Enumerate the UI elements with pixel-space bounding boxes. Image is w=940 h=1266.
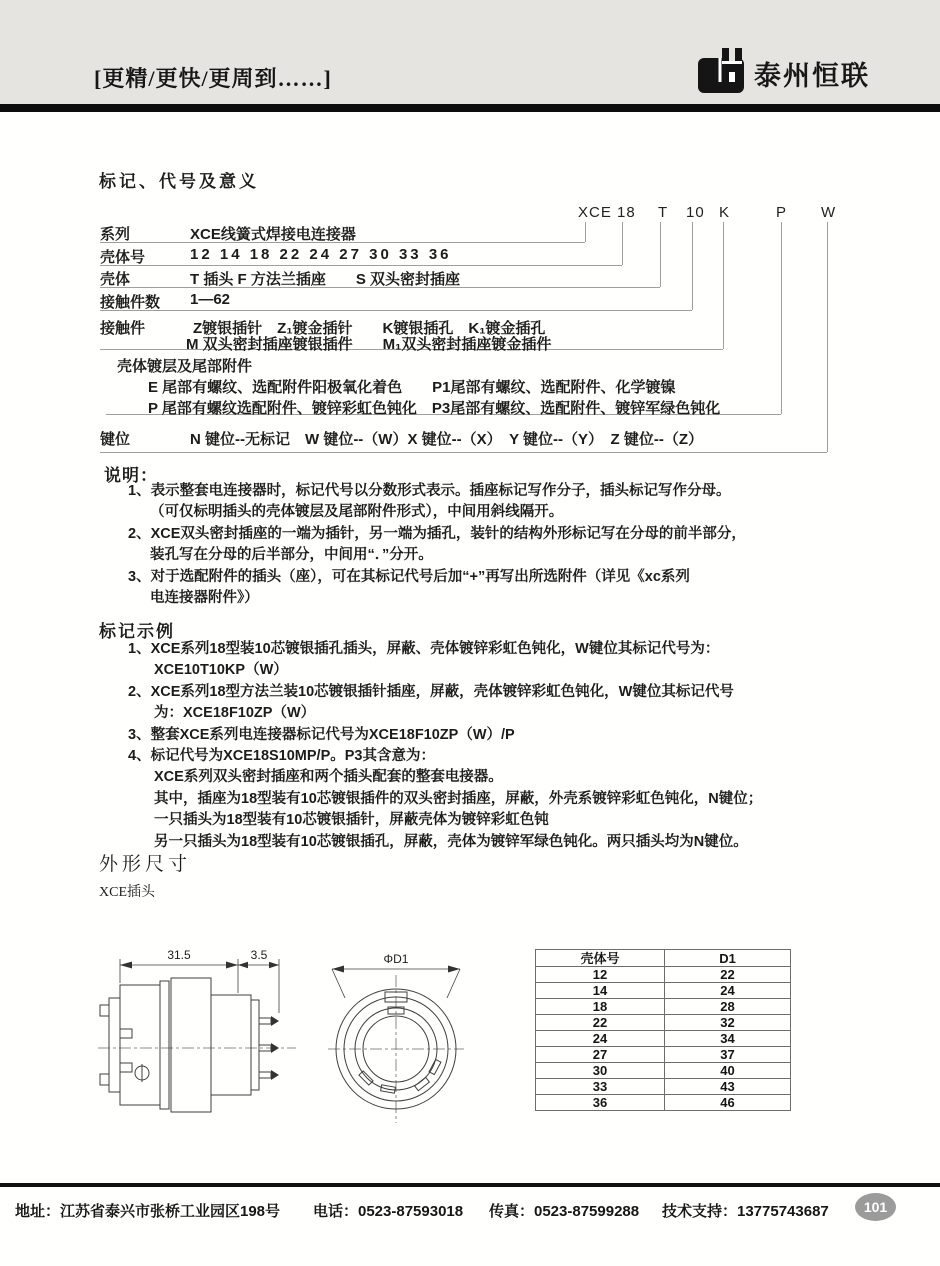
footer-divider — [0, 1183, 940, 1187]
row-label-series: 系列 — [100, 226, 131, 243]
leader-line-series — [585, 222, 586, 242]
row-value-shell: T 插头 F 方法兰插座 S 双头密封插座 — [190, 271, 461, 288]
table-row — [536, 967, 791, 983]
leader-line-plating — [781, 222, 782, 414]
row-label-plating: 壳体镀层及尾部附件 — [117, 358, 253, 375]
example-line: 其中，插座为18型装有10芯镀银插件的双头密封插座，屏蔽，外壳系镀锌彩虹色钝化，N键位； — [154, 790, 763, 807]
page-header — [0, 0, 940, 104]
note-line: （可仅标明插头的壳体镀层及尾部附件形式），中间用斜线隔开。 — [150, 504, 564, 521]
cell-d1: 43 — [665, 1079, 791, 1095]
table-row — [536, 1047, 791, 1063]
company-logo — [698, 48, 870, 99]
code-plating: P — [776, 204, 788, 221]
leader-line-contact — [723, 222, 724, 349]
row-value-shell-no: 12 14 18 22 24 27 30 33 36 — [190, 246, 452, 263]
connector-front-view-drawing — [318, 945, 508, 1130]
table-row — [536, 999, 791, 1015]
code-series: XCE 18 — [578, 204, 636, 221]
cell-d1: 28 — [665, 999, 791, 1015]
cell-d1: 37 — [665, 1047, 791, 1063]
example-line: 4、标记代号为XCE18S10MP/P。P3其含意为： — [128, 748, 435, 765]
note-line: 2、XCE双头密封插座的一端为插针，另一端为插孔，装针的结构外形标记写在分母的前半部分， — [128, 525, 746, 542]
table-row — [536, 1031, 791, 1047]
brand-name: 泰州恒联 — [754, 61, 870, 91]
note-line: 3、对于选配附件的插头（座），可在其标记代号后加“+”再写出所选附件（详见《xc系列 — [128, 568, 690, 585]
examples-title: 标记示例 — [99, 622, 175, 641]
row-label-shell: 壳体 — [100, 271, 131, 288]
row-underline-contact-count — [100, 310, 692, 311]
leader-line-contact-count — [692, 222, 693, 310]
row-value-plating-2: P 尾部有螺纹选配附件、镀锌彩虹色钝化 P3尾部有螺纹、选配附件、镀锌军绿色钝化 — [148, 400, 721, 417]
row-label-key: 键位 — [100, 431, 131, 448]
example-line: 一只插头为18型装有10芯镀银插针，屏蔽壳体为镀锌彩虹色钝 — [154, 812, 549, 829]
code-shell-style: T — [658, 204, 669, 221]
header-slogan: [更精/更快/更周到……] — [94, 66, 332, 91]
notes-title: 说明： — [104, 466, 158, 485]
cell-shell-no: 27 — [536, 1047, 665, 1063]
cell-shell-no: 33 — [536, 1079, 665, 1095]
example-line: 3、整套XCE系列电连接器标记代号为XCE18F10ZP（W）/P — [128, 726, 515, 743]
cell-d1: 34 — [665, 1031, 791, 1047]
side-length-dimension-label: 31.5 — [167, 948, 191, 962]
code-key: W — [821, 204, 837, 221]
row-value-contact-2: M 双头密封插座镀银插件 M₁双头密封插座镀金插件 — [186, 336, 552, 353]
leader-line-key — [827, 222, 828, 452]
cell-d1: 32 — [665, 1015, 791, 1031]
front-diameter-dimension-label: ΦD1 — [383, 952, 409, 966]
table-row — [536, 983, 791, 999]
connector-side-view-drawing — [98, 945, 298, 1130]
note-line: 电连接器附件》） — [150, 590, 259, 607]
example-line: XCE系列双头密封插座和两个插头配套的整套电接器。 — [154, 769, 503, 786]
marking-section-title: 标记、代号及意义 — [99, 172, 259, 191]
example-line: XCE10T10KP（W） — [154, 662, 288, 679]
notes-block — [0, 481, 940, 609]
cell-shell-no: 30 — [536, 1063, 665, 1079]
row-label-contact-count: 接触件数 — [100, 294, 161, 311]
example-line: 另一只插头为18型装有10芯镀银插孔，屏蔽，壳体为镀锌军绿色钝化。两只插头均为N键位。 — [154, 833, 748, 850]
row-value-contact-1: Z镀银插针 Z₁镀金插针 K镀银插孔 K₁镀金插孔 — [193, 320, 546, 337]
cell-d1: 40 — [665, 1063, 791, 1079]
cell-shell-no: 12 — [536, 967, 665, 983]
page-number-badge: 101 — [855, 1193, 896, 1221]
footer-phone: 电话：0523-87593018 — [313, 1203, 464, 1220]
dimensions-subtitle: XCE插头 — [99, 885, 155, 900]
row-label-shell-no: 壳体号 — [100, 249, 146, 266]
cell-shell-no: 22 — [536, 1015, 665, 1031]
cell-d1: 22 — [665, 967, 791, 983]
row-value-key: N 键位--无标记 W 键位--（W）X 键位--（X） Y 键位--（Y） Z 键位--（Z） — [190, 431, 704, 448]
col-header-shell-no: 壳体号 — [536, 950, 665, 967]
cell-shell-no: 18 — [536, 999, 665, 1015]
marking-code-diagram — [0, 196, 940, 462]
leader-line-shell-no — [622, 222, 623, 265]
cell-shell-no: 14 — [536, 983, 665, 999]
code-contact-type: K — [719, 204, 731, 221]
row-underline-shell-no — [100, 265, 622, 266]
example-line: 2、XCE系列18型方法兰装10芯镀银插针插座，屏蔽，壳体镀锌彩虹色钝化，W键位其标记代号 — [128, 683, 734, 700]
leader-line-shell — [660, 222, 661, 287]
examples-block — [0, 639, 940, 853]
note-line: 装孔写在分母的后半部分，中间用“．”分开。 — [150, 547, 433, 564]
row-value-series: XCE线簧式焊接电连接器 — [190, 226, 356, 243]
row-value-plating-1: E 尾部有螺纹、选配附件阳极氧化着色 P1尾部有螺纹、选配附件、化学镀镍 — [148, 379, 676, 396]
note-line: 1、表示整套电连接器时，标记代号以分数形式表示。插座标记写作分子，插头标记写作分母。 — [128, 483, 731, 499]
table-row — [536, 1079, 791, 1095]
footer-fax: 传真：0523-87599288 — [489, 1203, 640, 1220]
dimensions-title: 外形尺寸 — [99, 854, 192, 875]
col-header-d1: D1 — [665, 950, 791, 967]
table-row — [536, 1063, 791, 1079]
lh-monogram-icon — [698, 48, 746, 99]
example-line: 1、XCE系列18型装10芯镀银插孔插头，屏蔽、壳体镀锌彩虹色钝化，W键位其标记代号为： — [128, 641, 720, 657]
cell-d1: 46 — [665, 1095, 791, 1111]
example-line: 为：XCE18F10ZP（W） — [154, 705, 316, 722]
side-tail-dimension-label: 3.5 — [250, 948, 268, 962]
row-underline-key — [100, 452, 827, 453]
header-divider — [0, 104, 940, 112]
shell-size-table — [535, 949, 791, 1111]
cell-shell-no: 36 — [536, 1095, 665, 1111]
footer-address: 地址：江苏省泰兴市张桥工业园区198号 — [15, 1203, 281, 1220]
table-header-row — [536, 950, 791, 967]
row-label-contact: 接触件 — [100, 320, 146, 337]
cell-shell-no: 24 — [536, 1031, 665, 1047]
row-value-contact-count: 1—62 — [190, 291, 231, 308]
cell-d1: 24 — [665, 983, 791, 999]
table-row — [536, 1095, 791, 1111]
table-row — [536, 1015, 791, 1031]
footer-support: 技术支持：13775743687 — [662, 1203, 829, 1220]
code-contact-count: 10 — [686, 204, 705, 221]
